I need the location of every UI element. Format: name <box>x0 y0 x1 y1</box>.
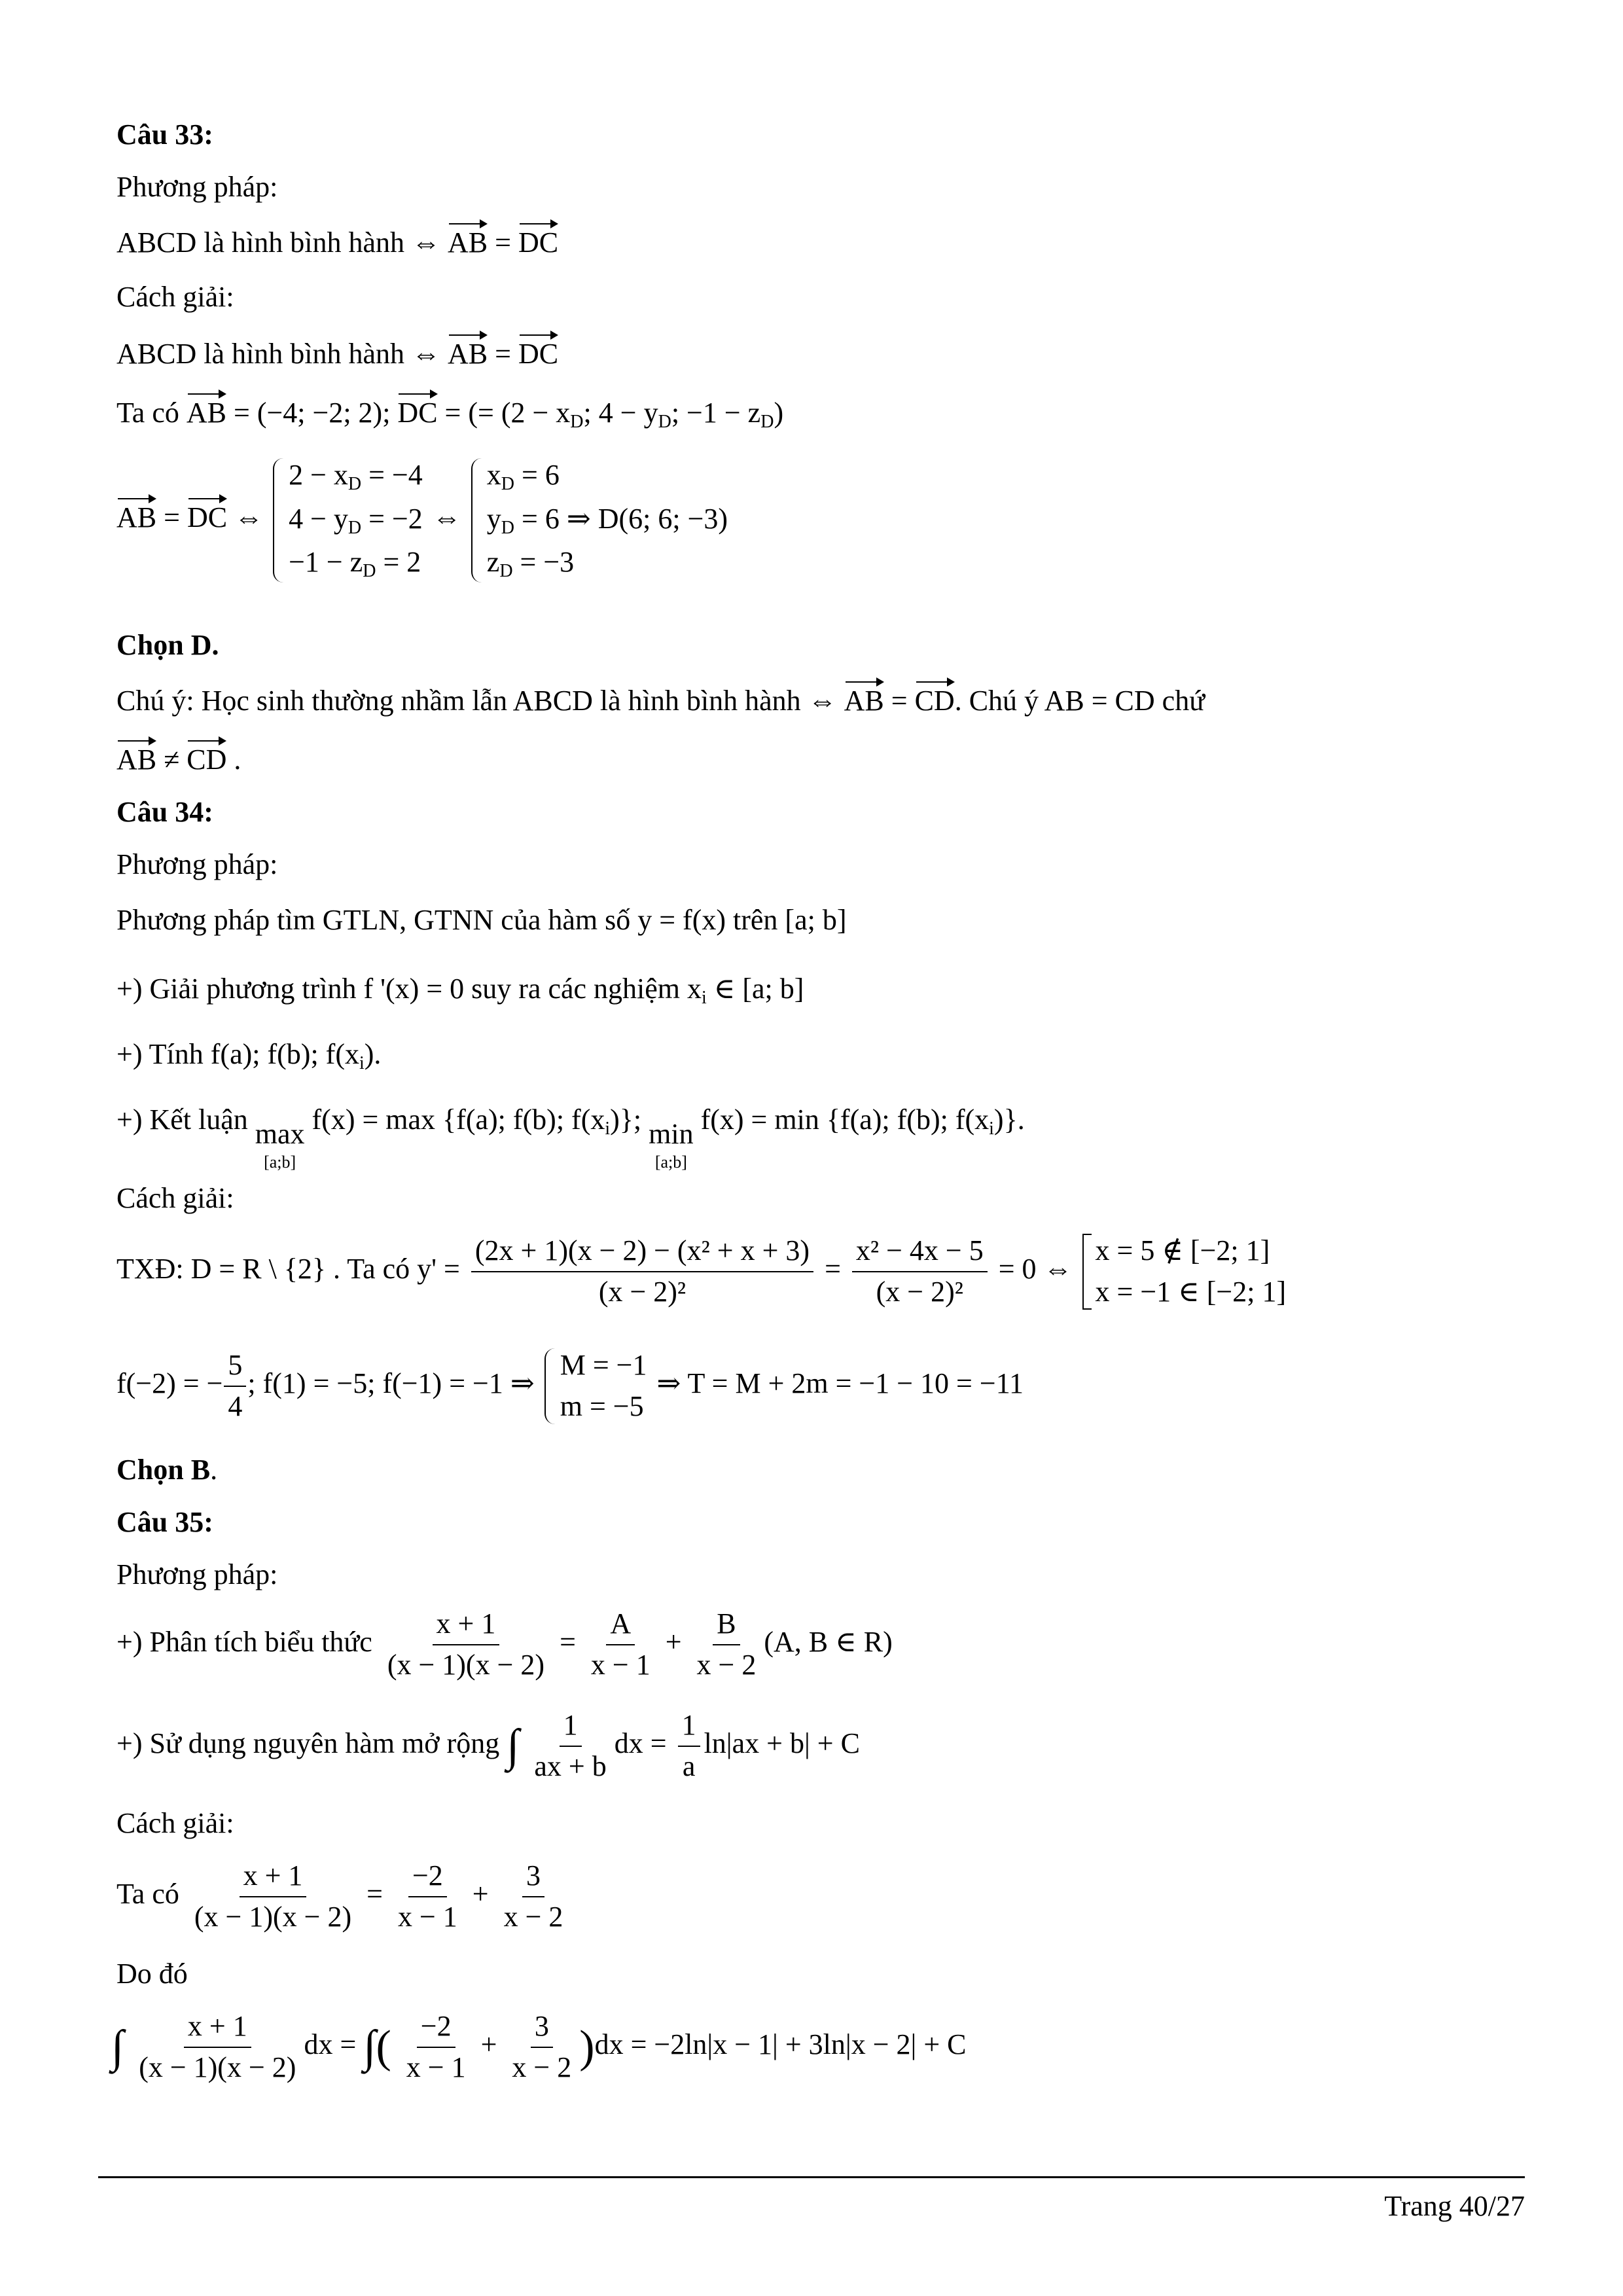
q34-derivative: TXĐ: D = R \ {2} . Ta có y' = $\frac{\text{(2x + 1)(x − 2) − (x² + x + 3)}}{\text{(x − 2)²}}$ = $\frac{\text{x² − 4x − 5}}{\text{(x − 2)²}}$ = 0 ⇔ x = 5 ∉ [−2; 1] x = −1 ∈ [−2; 1] <box>116 1234 1289 1310</box>
q33-vectors: Ta có AB = (−4; −2; 2); DC = (= ($2 - x_D$; $4 - y_D$; $-1 - z_D$) <box>116 397 784 432</box>
q33-method-label: Phương pháp: <box>116 171 278 203</box>
q34-method-3: +) Tính f(a); f(b); $f(x_i)$. <box>116 1038 382 1073</box>
q34-title: Câu 34: <box>116 796 213 828</box>
page-number: Trang 40/27 <box>1384 2190 1525 2222</box>
q33-rule: ABCD là hình bình hành ⇔ AB = DC <box>116 226 558 260</box>
q34-method-label: Phương pháp: <box>116 848 278 880</box>
q35-method-1: +) Phân tích biểu thức $\frac{x + 1}{(x - 1)(x - 2)}$ = $\frac{A}{x - 1}$ + $\frac{B}{x - 2}$ (A, B ∈ R) <box>116 1607 893 1681</box>
q35-title: Câu 35: <box>116 1506 213 1538</box>
q34-values: f(−2) = − $\frac{5}{4}$ ; f(1) = −5; f(−1) = −1 ⇒ M = −1 m = −5 ⇒ T = M + 2m = −1 − 10 = −11 <box>116 1348 1024 1424</box>
q35-integral: ∫ $\frac{x + 1}{(x - 1)(x - 2)}$ dx = ∫( $\frac{-2}{x - 1}$ + $\frac{3}{x - 2}$ )dx = −2ln|x − 1| + 3ln|x − 2| + C <box>111 2010 967 2083</box>
q33-note: Chú ý: Học sinh thường nhầm lẫn ABCD là hình bình hành ⇔ AB = CD. Chú ý AB = CD chứ <box>116 684 1205 719</box>
q33-answer: Chọn D. <box>116 629 219 661</box>
q34-solution-label: Cách giải: <box>116 1182 234 1214</box>
q33-note-cont: AB ≠ CD . <box>116 743 241 778</box>
q33-rule-repeat: ABCD là hình bình hành ⇔ AB = DC <box>116 337 558 372</box>
q35-method-2: +) Sử dụng nguyên hàm mở rộng ∫ $\frac{1}{ax + b}$ dx = $\frac{1}{a}$ ln|ax + b| + C <box>116 1709 860 1782</box>
q35-decomposition: Ta có $\frac{x + 1}{(x - 1)(x - 2)}$ = $\frac{-2}{x - 1}$ + $\frac{3}{x - 2}$ <box>116 1859 563 1933</box>
q34-method-1: Phương pháp tìm GTLN, GTNN của hàm số y = f(x) trên [a; b] <box>116 904 847 936</box>
footer-rule <box>98 2176 1525 2178</box>
q35-method-label: Phương pháp: <box>116 1558 278 1590</box>
q33-system: AB = DC ⇔ $2 - x_D = -4$ $4 - y_D = -2$ $-1 - z_D = 2$ ⇔ $x_D = 6$ $y_D = 6$ ⇒ D(6; 6; −3) $z_D = -3$ <box>116 459 728 582</box>
q33-solution-label: Cách giải: <box>116 281 234 313</box>
q35-do-do: Do đó <box>116 1958 188 1990</box>
q34-method-2: +) Giải phương trình f '(x) = 0 suy ra các nghiệm $x_i$ ∈ [a; b] <box>116 973 804 1008</box>
q34-method-4: +) Kết luận max [a;b] f(x) = max {f(a); f(b); $f(x_i)$}; min [a;b] f(x) = min {f(a); f(b); $f(x_i)$}. <box>116 1103 1025 1172</box>
q35-solution-label: Cách giải: <box>116 1807 234 1839</box>
q34-answer: Chọn B. <box>116 1454 218 1486</box>
q33-title: Câu 33: <box>116 118 213 151</box>
